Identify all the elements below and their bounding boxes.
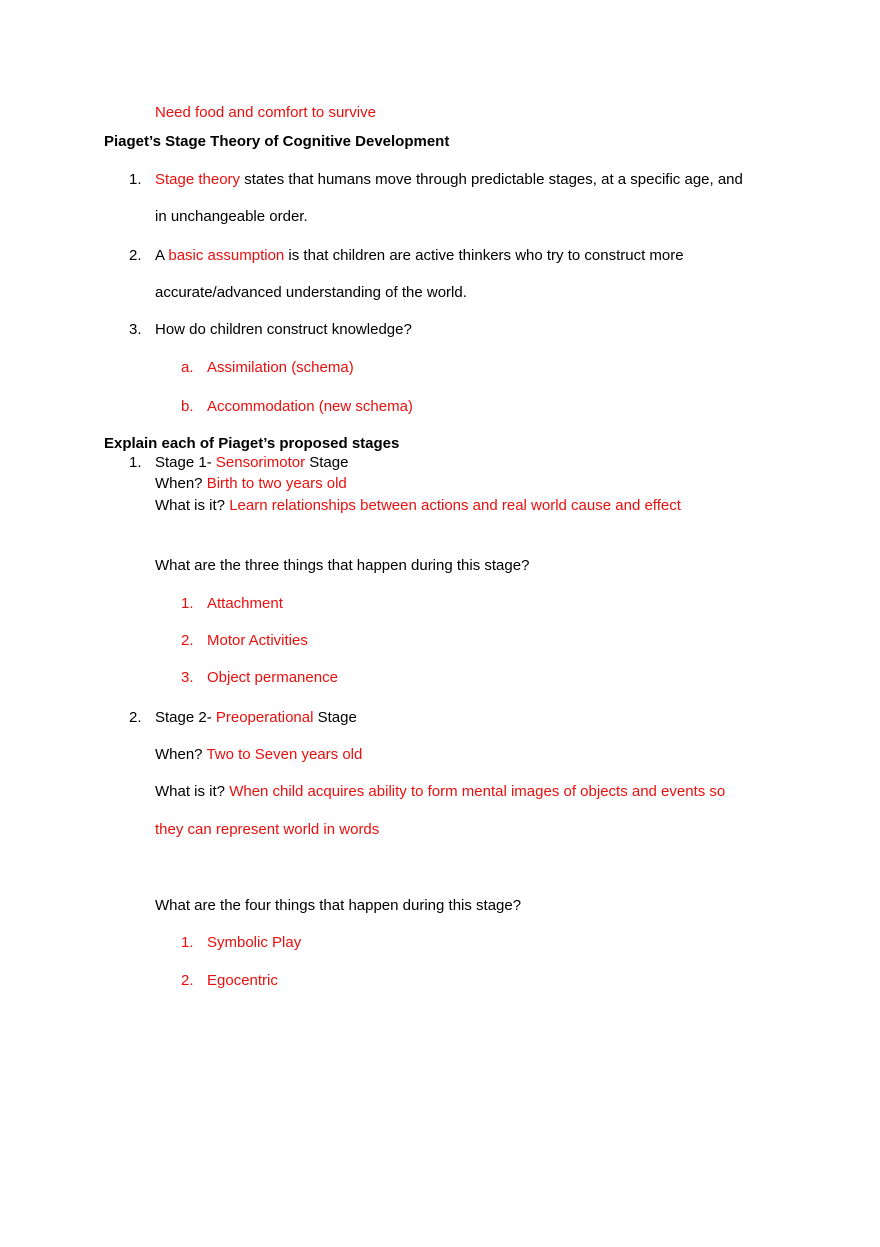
stage-name: Preoperational	[215, 709, 314, 726]
item-text: is that children are active thinkers who try to construct more	[284, 247, 684, 264]
when-label: When?	[155, 475, 207, 492]
answer-number: 1.	[181, 934, 194, 951]
answer-item: Motor Activities	[207, 632, 308, 649]
when-label: When?	[155, 746, 207, 763]
stage1-question: What are the three things that happen during this stage?	[155, 557, 530, 574]
item-text-pre: A	[155, 247, 169, 264]
item-continuation: accurate/advanced understanding of the world.	[155, 284, 467, 301]
what-value: Learn relationships between actions and real world cause and effect	[229, 497, 681, 514]
section-heading-stages: Explain each of Piaget’s proposed stages	[104, 435, 400, 452]
list-number: 3.	[129, 321, 142, 338]
answer-item: Egocentric	[207, 972, 278, 989]
stage1-when	[155, 475, 347, 493]
when-value: Two to Seven years old	[206, 746, 363, 763]
highlight-term: Stage theory	[155, 171, 241, 188]
sub-list-letter: a.	[181, 359, 194, 376]
stage-label: Stage 1-	[155, 454, 216, 471]
sub-list-letter: b.	[181, 398, 194, 415]
sub-item-assimilation: Assimilation (schema)	[207, 359, 354, 376]
answer-item: Symbolic Play	[207, 934, 302, 951]
sub-item-accommodation: Accommodation (new schema)	[207, 398, 413, 415]
list-number: 1.	[129, 454, 142, 471]
when-value: Birth to two years old	[206, 475, 347, 492]
answer-item: Attachment	[207, 595, 283, 612]
stage-label-suffix: Stage	[305, 454, 349, 471]
list-item-construct-knowledge: How do children construct knowledge?	[155, 321, 412, 338]
stage1-what	[155, 497, 681, 515]
list-item-stage-theory	[155, 171, 743, 189]
item-continuation: in unchangeable order.	[155, 208, 308, 225]
stage-name: Sensorimotor	[215, 454, 306, 471]
answer-number: 3.	[181, 669, 194, 686]
stage-label: Stage 2-	[155, 709, 216, 726]
list-number: 2.	[129, 247, 142, 264]
answer-number: 1.	[181, 595, 194, 612]
stage2-when	[155, 746, 362, 764]
answer-item: Object permanence	[207, 669, 338, 686]
highlight-term: basic assumption	[168, 247, 285, 264]
stage2-question: What are the four things that happen during this stage?	[155, 897, 522, 914]
what-label: What is it?	[155, 783, 230, 800]
stage-label-suffix: Stage	[313, 709, 357, 726]
what-value: When child acquires ability to form mental images of objects and events so	[229, 783, 726, 800]
intro-line: Need food and comfort to survive	[155, 104, 376, 121]
list-item-basic-assumption	[155, 247, 684, 265]
item-text: states that humans move through predictable stages, at a specific age, and	[240, 171, 743, 188]
list-number: 1.	[129, 171, 142, 188]
stage2-what	[155, 783, 725, 801]
stage1-title	[155, 454, 348, 472]
stage2-what-continuation: they can represent world in words	[155, 821, 380, 838]
list-number: 2.	[129, 709, 142, 726]
what-label: What is it?	[155, 497, 230, 514]
stage2-title	[155, 709, 357, 727]
answer-number: 2.	[181, 972, 194, 989]
section-heading-stage-theory: Piaget’s Stage Theory of Cognitive Development	[104, 133, 450, 150]
answer-number: 2.	[181, 632, 194, 649]
